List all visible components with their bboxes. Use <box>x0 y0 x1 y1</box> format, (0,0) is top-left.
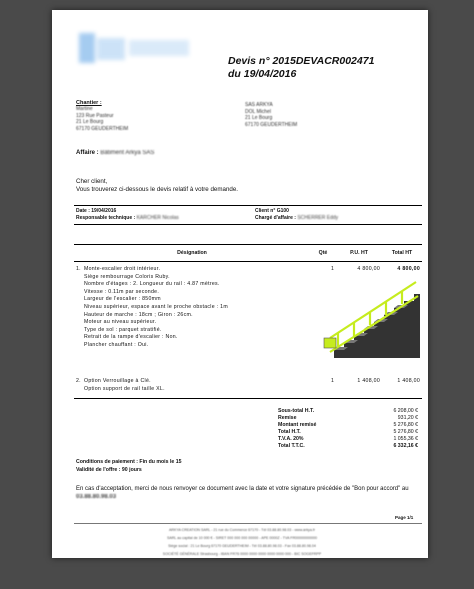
table-header <box>74 245 422 262</box>
item-line: Vitesse : 0.11m par seconde. <box>84 288 160 295</box>
item-line: Niveau supérieur, espace avant le proche obstacle : 1m <box>84 303 228 310</box>
client-line: SAS ARKYA <box>245 102 273 108</box>
item-line: Plancher chauffant : Oui. <box>84 341 149 348</box>
col-designation: Désignation <box>74 245 310 262</box>
item-pu: 4 800,00 <box>357 266 380 272</box>
site-line: 21 Le Bourg <box>76 119 104 125</box>
items-table <box>74 244 422 262</box>
date-field: Date : 19/04/2016 <box>76 208 117 214</box>
item-total: 1 408,00 <box>397 378 420 384</box>
quote-title <box>228 55 374 81</box>
offer-validity: Validité de l'offre : 90 jours <box>76 466 142 473</box>
item-pu: 1 408,00 <box>357 378 380 384</box>
item-line: Type de sol : parquet stratifié. <box>84 326 162 333</box>
item-line: Largeur de l'escalier : 850mm <box>84 296 161 303</box>
item-line: Moteur au niveau supérieur. <box>84 319 157 326</box>
page-number: Page 1/1 <box>395 515 414 520</box>
affaire-label: Affaire : <box>76 150 99 156</box>
site-label: Chantier : <box>76 100 102 106</box>
footer-line: SARL au capital de 10 000 € - SIRET 000 000 000 00000 - APE 0000Z - TVA FR00000000000 <box>166 536 318 540</box>
stairlift-image <box>320 280 422 360</box>
totals-block <box>278 408 418 450</box>
greeting-line: Vous trouverez ci-dessous le devis relatif à votre demande. <box>76 186 238 193</box>
total-row: Total H.T. 5 276,80 € <box>278 429 418 435</box>
item-qty: 1 <box>331 266 335 272</box>
client-line: 67170 GEUDERTHEIM <box>245 121 298 128</box>
item-line: Option support de rail taille XL. <box>84 385 165 392</box>
item-line: Retrait de la rampe d'escalier : Non. <box>84 334 178 341</box>
item-line: Option Verrouillage à Clé. <box>84 378 151 384</box>
acceptance-message: En cas d'acceptation, merci de nous renvoyer ce document avec la date et votre signature précédée de "Bon pour accord" au <box>76 486 409 492</box>
acceptance-contact: 03.88.80.98.03 <box>76 494 117 500</box>
footer-line: Siège social : 21 Le Bourg 67170 GEUDERTHEIM - Tél 03.88.80.98.03 - Fax 03.88.80.98.04 <box>168 544 316 548</box>
item-line: Monte-escalier droit intérieur. <box>84 266 161 272</box>
footer-divider <box>74 523 422 524</box>
affaire <box>76 150 154 156</box>
item-qty: 1 <box>331 378 335 384</box>
site-line: 67170 GEUDERTHEIM <box>76 125 129 132</box>
affaire-value: Bâtiment Arkya SAS <box>100 150 155 156</box>
quote-document <box>52 10 428 558</box>
footer <box>92 526 392 558</box>
item-description <box>84 266 304 350</box>
total-row: Total T.T.C. 6 332,16 € <box>278 443 418 449</box>
item-description <box>84 378 304 393</box>
site-line: 123 Rue Pasteur <box>76 112 114 119</box>
client-line: 21 Le Bourg <box>245 115 273 121</box>
company-logo <box>79 30 194 66</box>
col-pu: P.U. HT <box>336 245 382 262</box>
site-address <box>76 100 128 132</box>
col-total: Total HT <box>382 245 422 262</box>
greeting <box>76 178 238 194</box>
item-line: Nombre d'étages : 2. Longueur du rail : 4.87 mètres. <box>84 281 220 288</box>
divider <box>74 224 422 225</box>
resp-label: Responsable technique : <box>76 215 136 221</box>
total-row: Montant remisé 5 276,80 € <box>278 422 418 428</box>
quote-date: du 19/04/2016 <box>228 68 297 80</box>
payment-terms: Conditions de paiement : Fin du mois le 15 <box>76 459 182 465</box>
item-line: Hauteur de marche : 18cm ; Giron : 26cm. <box>84 311 193 318</box>
item-line: Siège rembourrage Coloris Ruby. <box>84 273 170 280</box>
quote-number: Devis n° 2015DEVACR002471 <box>228 55 375 67</box>
meta-right <box>255 208 338 222</box>
meta-left <box>76 208 179 222</box>
item-total: 4 800,00 <box>397 266 420 272</box>
total-row: Remise 931,20 € <box>278 415 418 421</box>
divider <box>74 205 422 206</box>
total-row: Sous-total H.T. 6 208,00 € <box>278 408 418 414</box>
client-line: DOL Michel <box>245 108 271 115</box>
item-number: 1. <box>76 266 81 272</box>
footer-line: SOCIÉTÉ GÉNÉRALE Strasbourg - IBAN FR76 0000 0000 0000 0000 0000 000 - BIC SOGEFRPP <box>162 552 322 556</box>
site-line: Martine <box>76 106 93 112</box>
client-address <box>245 102 297 128</box>
col-qty: Qté <box>310 245 336 262</box>
charge-label: Chargé d'affaire : <box>255 215 296 221</box>
divider <box>74 398 422 399</box>
total-row: T.V.A. 20% 1 055,36 € <box>278 436 418 442</box>
client-number: Client n° G100 <box>255 208 289 214</box>
charge-value: SCHERRER Eddy <box>297 215 339 221</box>
footer-line: ARKYA CREATION SARL - 21 rue du Commerce 67170 - Tél 03.88.80.98.03 - www.arkya.fr <box>168 528 316 532</box>
greeting-line: Cher client, <box>76 178 108 185</box>
resp-value: KARCHER Nicolas <box>136 215 179 221</box>
payment-conditions <box>76 459 182 474</box>
acceptance-text <box>76 485 416 501</box>
item-number: 2. <box>76 378 81 384</box>
